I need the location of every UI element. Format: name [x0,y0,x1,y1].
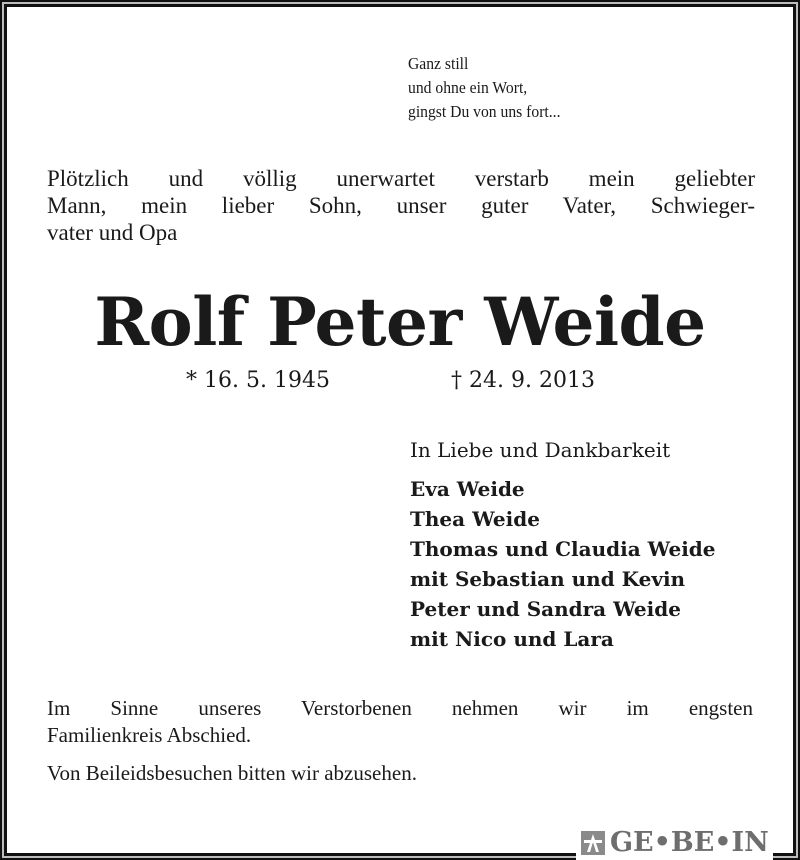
intro-text [47,165,755,246]
mourner-name: Eva Weide [410,477,525,501]
logo-mark-icon [580,830,606,856]
mourner-name: mit Sebastian und Kevin [410,567,686,591]
logo-text: GE•BE•IN [610,827,769,858]
mourner-name: Peter und Sandra Weide [410,597,681,621]
mourner-name: Thea Weide [410,507,540,531]
mourners-heading: In Liebe und Dankbarkeit [410,438,671,462]
farewell-notice [47,695,753,749]
farewell-line: Familienkreis Abschied. [47,723,252,747]
poem-line: Ganz still [408,54,469,73]
birth-date: * 16. 5. 1945 [186,368,330,393]
farewell-line: Im Sinne unseres Verstorbenen nehmen wir im engsten [47,696,753,720]
poem-line: und ohne ein Wort, [408,78,528,97]
condolence-notice: Von Beileidsbesuchen bitten wir abzusehen. [47,761,417,785]
intro-line: vater und Opa [47,220,178,245]
intro-line: Mann, mein lieber Sohn, unser guter Vater, Schwieger- [47,193,755,218]
poem-line: gingst Du von uns fort... [408,102,561,121]
intro-line: Plötzlich und völlig unerwartet verstarb mein geliebter [47,166,755,191]
poem [408,52,560,124]
deceased-name: Rolf Peter Weide [94,283,706,361]
mourner-name: Thomas und Claudia Weide [410,537,716,561]
death-date: † 24. 9. 2013 [451,368,595,393]
mourner-name: mit Nico und Lara [410,627,614,651]
mourners-list [410,474,716,654]
publisher-logo [576,826,773,860]
